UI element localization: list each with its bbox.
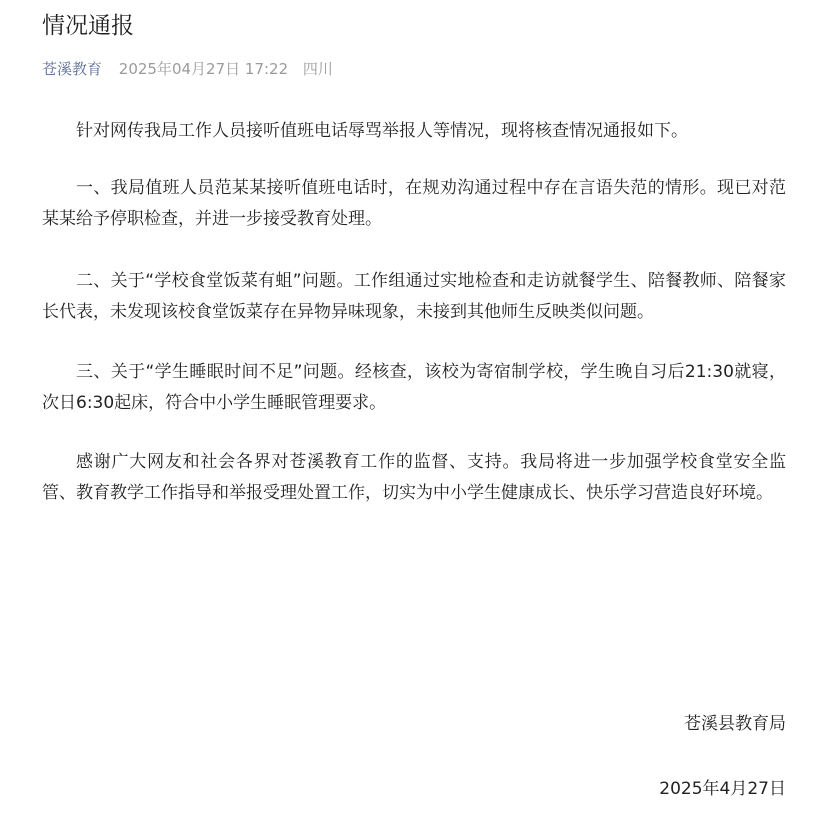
paragraph-closing: 感谢广大网友和社会各界对苍溪教育工作的监督、支持。我局将进一步加强学校食堂安全监管、教育教学工作指导和举报受理处置工作，切实为中小学生健康成长、快乐学习营造良好环境。 [42, 452, 786, 503]
author-link[interactable]: 苍溪教育 [42, 60, 103, 78]
publish-time: 2025年04月27日 17:22 [118, 60, 289, 78]
signoff-date: 2025年4月27日 [659, 779, 786, 799]
signoff-organization: 苍溪县教育局 [684, 714, 786, 734]
paragraph-intro: 针对网传我局工作人员接听值班电话辱骂举报人等情况，现将核查情况通报如下。 [76, 121, 688, 141]
paragraph-item-2: 二、关于“学校食堂饭菜有蛆”问题。工作组通过实地检查和走访就餐学生、陪餐教师、陪餐家长代表，未发现该校食堂饭菜存在异物异味现象，未接到其他师生反映类似问题。 [42, 271, 786, 322]
paragraph-item-1: 一、我局值班人员范某某接听值班电话时，在规劝沟通过程中存在言语失范的情形。现已对范某某给予停职检查，并进一步接受教育处理。 [42, 178, 786, 229]
paragraph-item-3: 三、关于“学生睡眠时间不足”问题。经核查，该校为寄宿制学校，学生晚自习后21:30就寝，次日6:30起床，符合中小学生睡眠管理要求。 [42, 362, 786, 413]
article-body [42, 116, 786, 509]
publish-location: 四川 [302, 60, 333, 78]
article-title: 情况通报 [42, 13, 134, 39]
article-meta [42, 58, 333, 80]
